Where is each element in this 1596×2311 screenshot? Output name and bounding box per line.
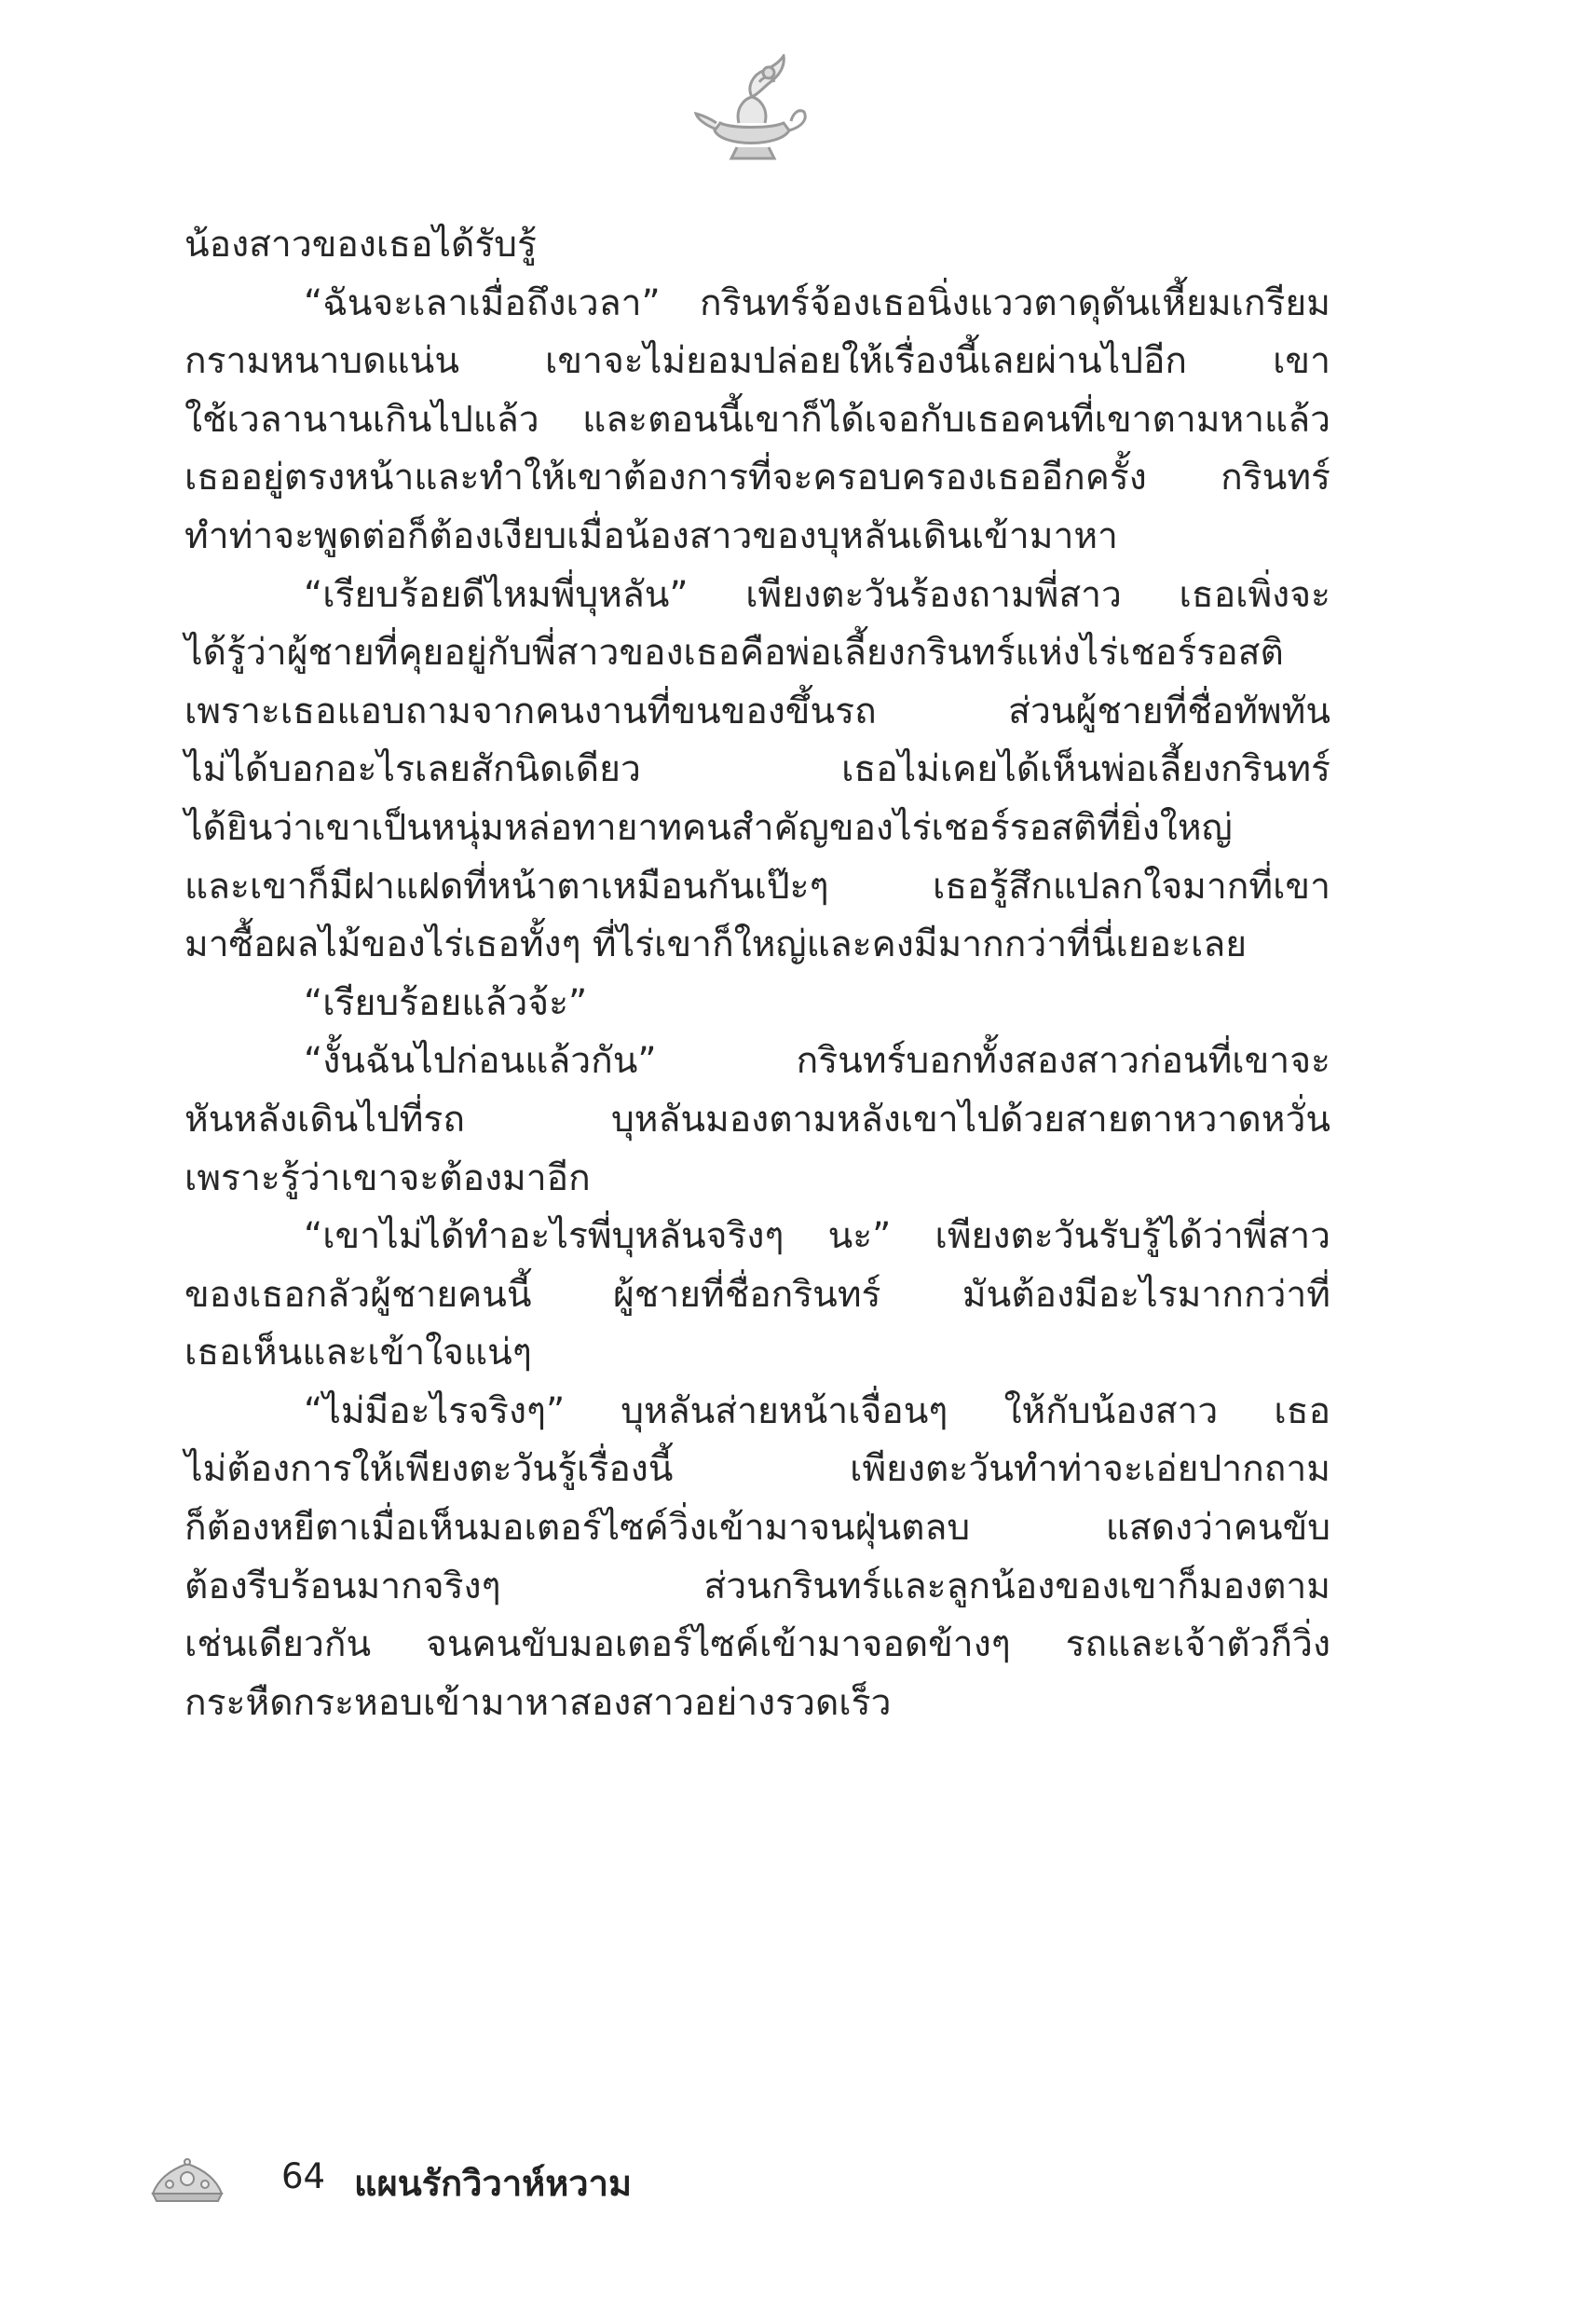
text-line: เธอเห็นและเข้าใจแน่ๆ	[184, 1332, 532, 1374]
page-number: 64	[281, 2156, 326, 2196]
text-line: ทำท่าจะพูดต่อก็ต้องเงียบเมื่อน้องสาวของบุหลันเดินเข้ามาหา	[184, 514, 1118, 557]
text-line: ไม่ได้บอกอะไรเลยสักนิดเดียว เธอไม่เคยได้เห็นพ่อเลี้ยงกรินทร์	[184, 748, 1330, 791]
paragraph	[184, 216, 1330, 275]
text-line: ได้รู้ว่าผู้ชายที่คุยอยู่กับพี่สาวของเธอคือพ่อเลี้ยงกรินทร์แห่งไร่เชอร์รอสติ	[184, 632, 1284, 675]
text-line: “ฉันจะเลาเมื่อถึงเวลา” กรินทร์จ้องเธอนิ่งแววตาดุดันเหี้ยมเกรียม	[304, 281, 1330, 324]
text-line: เพราะเธอแอบถามจากคนงานที่ขนของขึ้นรถ ส่วนผู้ชายที่ชื่อทัพทัน	[184, 690, 1330, 732]
text-line: เธออยู่ตรงหน้าและทำให้เขาต้องการที่จะครอบครองเธออีกครั้ง กรินทร์	[184, 457, 1330, 499]
paragraph	[184, 1208, 1330, 1383]
text-line: “งั้นฉันไปก่อนแล้วกัน” กรินทร์บอกทั้งสองสาวก่อนที่เขาจะ	[304, 1040, 1330, 1083]
book-title: แผนรักวิวาห์หวาม	[354, 2163, 632, 2204]
text-line: และเขาก็มีฝาแฝดที่หน้าตาเหมือนกันเป๊ะๆ เธอรู้สึกแปลกใจมากที่เขา	[184, 865, 1330, 908]
crown-tiara-icon	[149, 2156, 225, 2205]
text-line: “เรียบร้อยดีไหมพี่บุหลัน” เพียงตะวันร้องถามพี่สาว เธอเพิ่งจะ	[304, 573, 1330, 616]
page-footer	[149, 2154, 801, 2210]
text-line: เช่นเดียวกัน จนคนขับมอเตอร์ไซค์เข้ามาจอดข้างๆ รถและเจ้าตัวก็วิ่ง	[184, 1623, 1330, 1666]
paragraph	[184, 1383, 1330, 1733]
text-line: ใช้เวลานานเกินไปแล้ว และตอนนี้เขาก็ได้เจอกับเธอคนที่เขาตามหาแล้ว	[184, 398, 1330, 441]
text-line: “เขาไม่ได้ทำอะไรพี่บุหลันจริงๆ นะ” เพียงตะวันรับรู้ได้ว่าพี่สาว	[304, 1215, 1330, 1258]
text-line: กรามหนาบดแน่น เขาจะไม่ยอมปล่อยให้เรื่องนี้เลยผ่านไปอีก เขา	[184, 340, 1330, 383]
text-line: เพราะรู้ว่าเขาจะต้องมาอีก	[184, 1156, 591, 1199]
paragraph	[184, 275, 1330, 567]
text-line: มาซื้อผลไม้ของไร่เธอทั้งๆ ที่ไร่เขาก็ใหญ่และคงมีมากกว่าที่นี่เยอะเลย	[184, 923, 1248, 966]
text-line: กระหืดกระหอบเข้ามาหาสองสาวอย่างรวดเร็ว	[184, 1681, 892, 1724]
body-text	[184, 216, 1330, 1732]
text-line: ไม่ต้องการให้เพียงตะวันรู้เรื่องนี้ เพียงตะวันทำท่าจะเอ่ยปากถาม	[184, 1448, 1330, 1491]
paragraph	[184, 567, 1330, 975]
genie-lamp-icon	[694, 54, 815, 166]
text-line: ก็ต้องหยีตาเมื่อเห็นมอเตอร์ไซค์วิ่งเข้ามาจนฝุ่นตลบ แสดงว่าคนขับ	[184, 1507, 1330, 1550]
text-line: “เรียบร้อยแล้วจ้ะ”	[304, 981, 588, 1024]
paragraph	[184, 1032, 1330, 1208]
text-line: “ไม่มีอะไรจริงๆ” บุหลันส่ายหน้าเจื่อนๆ ให้กับน้องสาว เธอ	[304, 1389, 1330, 1432]
text-line: ต้องรีบร้อนมากจริงๆ ส่วนกรินทร์และลูกน้องของเขาก็มองตาม	[184, 1565, 1330, 1607]
paragraph	[184, 975, 1330, 1033]
text-line: หันหลังเดินไปที่รถ บุหลันมองตามหลังเขาไปด้วยสายตาหวาดหวั่น	[184, 1098, 1330, 1141]
text-line: ของเธอกลัวผู้ชายคนนี้ ผู้ชายที่ชื่อกรินทร์ มันต้องมีอะไรมากกว่าที่	[184, 1273, 1330, 1316]
text-line: ได้ยินว่าเขาเป็นหนุ่มหล่อทายาทคนสำคัญของไร่เชอร์รอสติที่ยิ่งใหญ่	[184, 806, 1233, 849]
text-line: น้องสาวของเธอได้รับรู้	[184, 224, 538, 266]
